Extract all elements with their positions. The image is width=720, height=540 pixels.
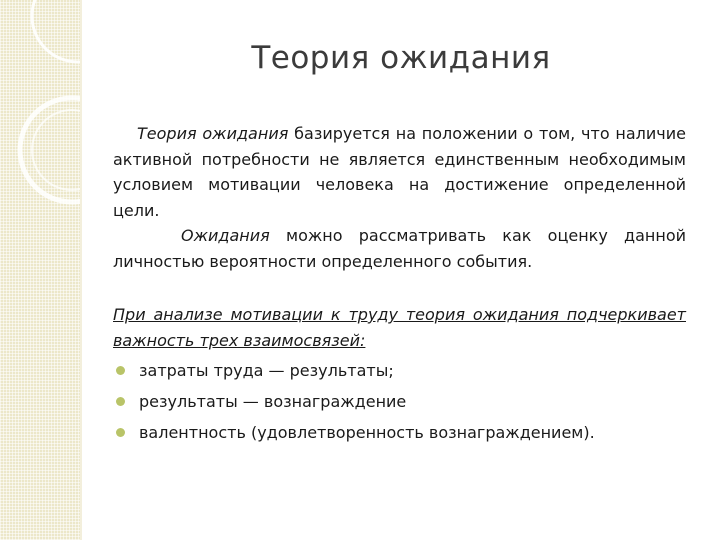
list-item (113, 355, 686, 386)
paragraph-expectation-definition (113, 223, 686, 274)
decorative-circles-icon (0, 0, 80, 240)
list-item-text: результаты — вознаграждение (139, 392, 407, 411)
list-item (113, 386, 686, 417)
bullet-dot-icon (116, 366, 125, 375)
expectation-definition-text: можно рассматривать как оценку данной личностью вероятности определенного события. (113, 226, 686, 271)
bullet-dot-icon (116, 428, 125, 437)
bullet-dot-icon (116, 397, 125, 406)
list-item-text: валентность (удовлетворенность вознаграждением). (139, 423, 595, 442)
relationships-intro: При анализе мотивации к труду теория ожидания подчеркивает важность трех взаимосвязей: (113, 305, 686, 350)
relationships-list (113, 355, 686, 448)
expectation-term: Ожидания (181, 226, 270, 245)
paragraph-theory-definition (113, 121, 686, 223)
decorative-side-strip (0, 0, 80, 540)
strip-divider (80, 0, 82, 540)
theory-definition-text: базируется на положении о том, что наличие активной потребности не является единственным необходимым условием мотивации человека на достижение определенной цели. (113, 124, 687, 220)
theory-term: Теория ожидания (137, 124, 289, 143)
slide-title: Теория ожидания (251, 40, 551, 76)
slide-body (113, 121, 686, 448)
list-item (113, 417, 686, 448)
list-item-text: затраты труда — результаты; (139, 361, 394, 380)
